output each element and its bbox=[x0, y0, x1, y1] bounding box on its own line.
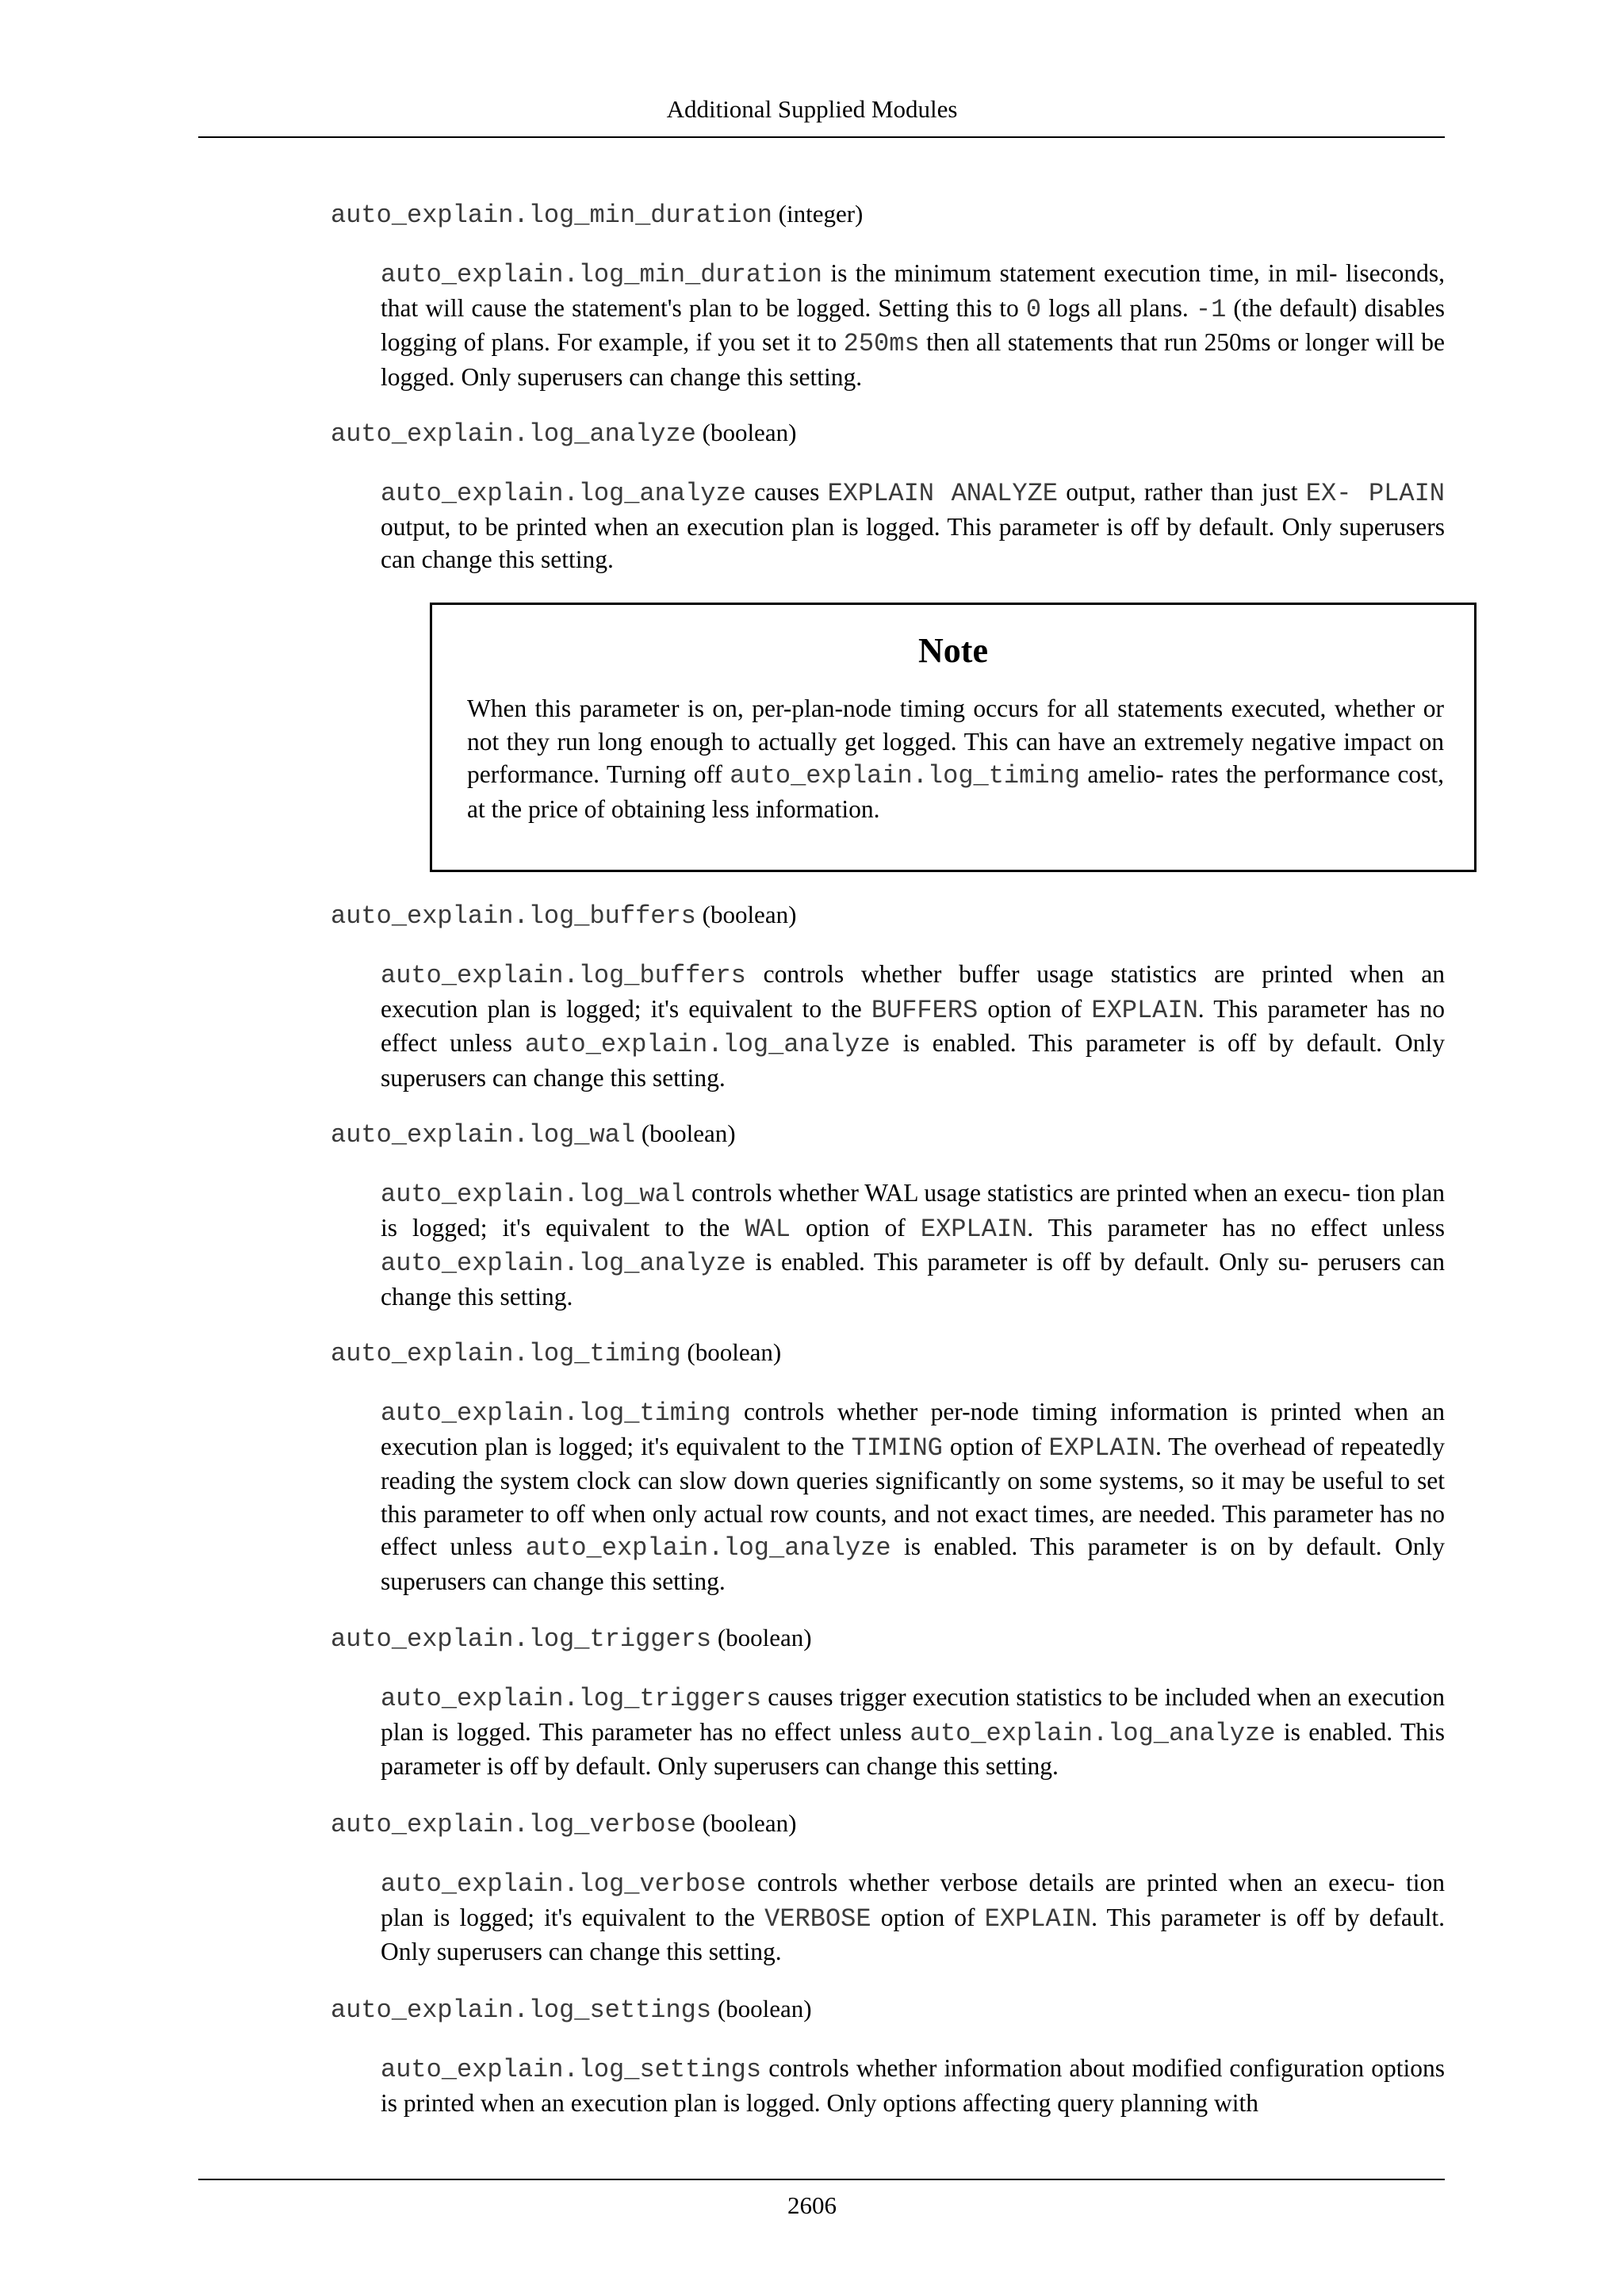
param-term bbox=[331, 1622, 812, 1655]
text-run: (the default) disables logging of plans. For example, if you set it to bbox=[381, 293, 1445, 356]
param-description bbox=[381, 1177, 1445, 1313]
param-description bbox=[381, 257, 1445, 393]
param-type: (boolean) bbox=[702, 1809, 797, 1837]
param-name: auto_explain.log_verbose bbox=[331, 1810, 696, 1839]
param-description bbox=[381, 2052, 1445, 2119]
param-description bbox=[381, 958, 1445, 1094]
inline-code: EX- PLAIN bbox=[1305, 479, 1445, 508]
inline-code: auto_explain.log_verbose bbox=[381, 1869, 746, 1899]
footer-rule bbox=[198, 2179, 1445, 2180]
text-run: controls whether per-node timing information is printed when an execution plan is logged; it's equivalent to the bbox=[381, 1398, 1445, 1460]
inline-code: auto_explain.log_triggers bbox=[381, 1684, 762, 1713]
text-run: output, to be printed when an execution plan is logged. This parameter is off by default. Only superusers can change this setting. bbox=[381, 512, 1445, 573]
text-run: logs all plans. bbox=[1041, 293, 1196, 322]
note-body bbox=[467, 692, 1444, 825]
note-box bbox=[430, 603, 1477, 872]
text-run: is enabled. This parameter is on by default. Only superusers can change this setting. bbox=[381, 1533, 1446, 1595]
inline-code: auto_explain.log_analyze bbox=[381, 479, 746, 508]
param-type: (boolean) bbox=[687, 1338, 782, 1366]
inline-code: VERBOSE bbox=[764, 1904, 871, 1934]
param-name: auto_explain.log_wal bbox=[331, 1120, 636, 1150]
inline-code: EXPLAIN ANALYZE bbox=[827, 479, 1058, 508]
text-run: . This parameter has no effect unless bbox=[381, 994, 1445, 1057]
inline-code: auto_explain.log_settings bbox=[381, 2055, 762, 2084]
text-run: option of bbox=[871, 1903, 985, 1931]
param-type: (boolean) bbox=[717, 1624, 812, 1651]
text-run: is enabled. This parameter is off by default. Only superusers can change this setting. bbox=[381, 1717, 1445, 1780]
inline-code: -1 bbox=[1195, 294, 1227, 324]
text-run: causes trigger execution statistics to be included when an execution plan is logged. This parameter has no effect unless bbox=[381, 1683, 1445, 1746]
param-term bbox=[331, 1337, 781, 1370]
text-run: is the minimum statement execution time, in mil- liseconds, that will cause the statement's plan to be logged. Setting this to bbox=[381, 259, 1445, 322]
param-description bbox=[381, 1681, 1445, 1783]
inline-code: auto_explain.log_buffers bbox=[381, 961, 746, 990]
param-name: auto_explain.log_settings bbox=[331, 1996, 712, 2025]
text-run: amelio- rates the performance cost, at the price of obtaining less information. bbox=[467, 760, 1444, 823]
param-type: (boolean) bbox=[641, 1119, 736, 1147]
text-run: controls whether information about modified configuration options is printed when an execution plan is logged. Only options affecting query planning with bbox=[381, 2054, 1445, 2117]
text-run: is enabled. This parameter is off by default. Only su- perusers can change this setting. bbox=[381, 1248, 1445, 1311]
param-name: auto_explain.log_triggers bbox=[331, 1624, 712, 1654]
param-type: (integer) bbox=[778, 200, 864, 228]
param-name: auto_explain.log_timing bbox=[331, 1339, 681, 1368]
inline-code: auto_explain.log_analyze bbox=[525, 1533, 891, 1563]
inline-code: auto_explain.log_analyze bbox=[381, 1249, 746, 1278]
text-run: then all statements that run 250ms or longer will be logged. Only superusers can change this setting. bbox=[381, 328, 1445, 391]
inline-code: EXPLAIN bbox=[1048, 1433, 1155, 1463]
note-title: Note bbox=[918, 631, 988, 670]
inline-code: TIMING bbox=[851, 1433, 943, 1463]
param-description bbox=[381, 1395, 1445, 1598]
text-run: . This parameter is off by default. Only superusers can change this setting. bbox=[381, 1903, 1445, 1965]
text-run: option of bbox=[790, 1213, 921, 1242]
param-type: (boolean) bbox=[717, 1995, 812, 2022]
text-run: controls whether verbose details are printed when an execu- tion plan is logged; it's equivalent to the bbox=[381, 1869, 1445, 1931]
inline-code: auto_explain.log_timing bbox=[381, 1399, 731, 1428]
param-type: (boolean) bbox=[702, 901, 797, 928]
text-run: . This parameter has no effect unless bbox=[1027, 1213, 1446, 1242]
inline-code: BUFFERS bbox=[871, 995, 979, 1025]
inline-code: 250ms bbox=[843, 329, 920, 358]
text-run: . The overhead of repeatedly reading the system clock can slow down queries significantly on some systems, so it may be useful to set this parameter to off when only actual row counts, and not exact times, are needed. This parameter has no effect unless bbox=[381, 1432, 1446, 1560]
param-name: auto_explain.log_min_duration bbox=[331, 201, 772, 230]
inline-code: EXPLAIN bbox=[984, 1904, 1092, 1934]
text-run: When this parameter is on, per-plan-node timing occurs for all statements executed, whether or not they run long enough to actually get logged. This can have an extremely negative impact on performance. Turning off bbox=[467, 695, 1444, 788]
param-term bbox=[331, 1118, 736, 1151]
text-run: option of bbox=[978, 994, 1092, 1023]
param-term bbox=[331, 1993, 812, 2026]
param-description bbox=[381, 1866, 1445, 1969]
inline-code: auto_explain.log_timing bbox=[730, 761, 1080, 790]
inline-code: 0 bbox=[1025, 294, 1042, 324]
param-name: auto_explain.log_buffers bbox=[331, 901, 696, 931]
param-description bbox=[381, 476, 1445, 576]
inline-code: EXPLAIN bbox=[1091, 995, 1198, 1025]
header-rule bbox=[198, 136, 1445, 138]
text-run: option of bbox=[942, 1432, 1049, 1460]
text-run: output, rather than just bbox=[1058, 478, 1306, 506]
inline-code: auto_explain.log_wal bbox=[381, 1180, 686, 1209]
inline-code: auto_explain.log_analyze bbox=[910, 1718, 1276, 1748]
param-name: auto_explain.log_analyze bbox=[331, 419, 696, 449]
page-number: 2606 bbox=[787, 2191, 837, 2219]
param-type: (boolean) bbox=[702, 419, 797, 446]
param-term bbox=[331, 899, 796, 932]
running-header: Additional Supplied Modules bbox=[666, 95, 958, 123]
param-term bbox=[331, 417, 796, 450]
text-run: is enabled. This parameter is off by default. Only superusers can change this setting. bbox=[381, 1029, 1445, 1092]
inline-code: EXPLAIN bbox=[920, 1214, 1028, 1244]
inline-code: auto_explain.log_min_duration bbox=[381, 260, 822, 289]
text-run: causes bbox=[745, 478, 828, 506]
text-run: controls whether buffer usage statistics are printed when an execution plan is logged; it's equivalent to the bbox=[381, 960, 1445, 1023]
inline-code: auto_explain.log_analyze bbox=[524, 1030, 891, 1059]
param-term bbox=[331, 1808, 796, 1841]
param-term bbox=[331, 198, 863, 232]
text-run: controls whether WAL usage statistics are printed when an execu- tion plan is logged; it's equivalent to the bbox=[381, 1179, 1445, 1242]
inline-code: WAL bbox=[745, 1214, 791, 1244]
